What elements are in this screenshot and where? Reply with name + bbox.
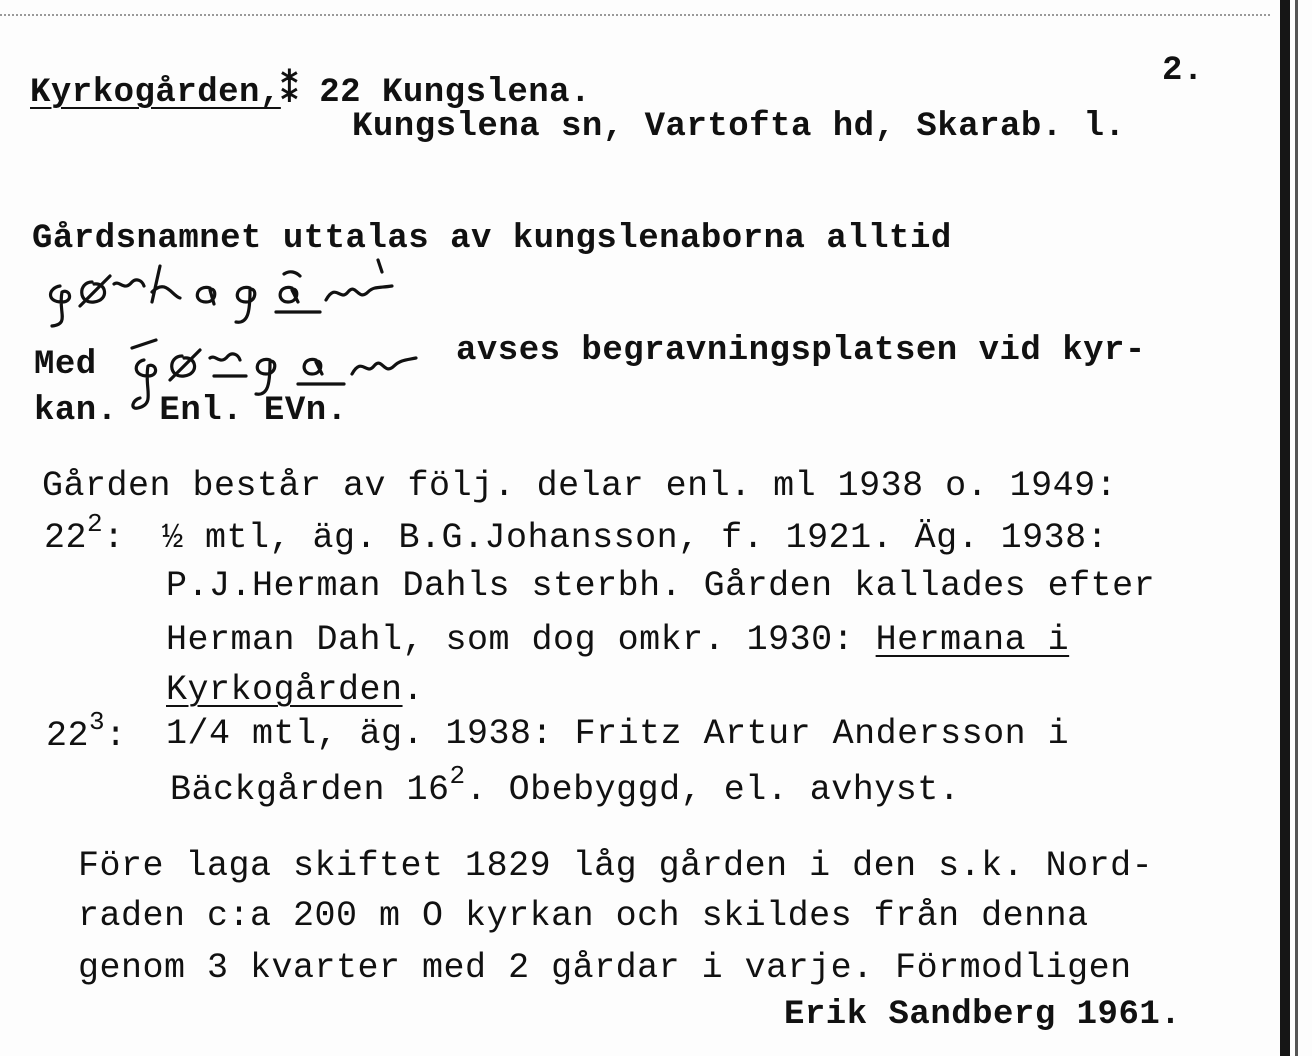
entry1-number: $22^2$: [44, 509, 125, 558]
signature: Erik Sandberg 1961. [784, 996, 1182, 1034]
entry1-line1: ½ mtl, äg. B.G.Johansson, f. 1921. Äg. 1938: [162, 518, 1109, 558]
entry2-line2: Bäckgården $16^2$. Obebyggd, el. avhyst. [170, 761, 961, 810]
entry2-line1: 1/4 mtl, äg. 1938: Fritz Artur Andersson i [166, 714, 1070, 754]
history-line2: raden c:a 200 m O kyrkan och skildes från denna [78, 896, 1089, 936]
history-line1: Före laga skiftet 1829 låg gården i den s.k. Nord- [78, 846, 1154, 886]
card-right-shadow [1295, 0, 1298, 1056]
header-rest: ⁑ 22 Kungslena. [280, 74, 591, 112]
med-rest-line: avses begravningsplatsen vid kyr- [456, 332, 1146, 370]
card-number: 2. [1162, 52, 1204, 90]
card-header [30, 70, 591, 112]
card-right-edge [1280, 0, 1290, 1056]
handwriting-phonetic-2 [130, 330, 430, 400]
card-top-edge [0, 14, 1270, 18]
entry1-line3: Herman Dahl, som dog omkr. 1930: Hermana i [166, 620, 1070, 660]
header-name: Kyrkogården, [30, 74, 281, 112]
nickname-underlined-2: Kyrkogården [166, 670, 403, 710]
parts-intro: Gården består av följ. delar enl. ml 1938 o. 1949: [42, 466, 1118, 506]
med-prefix: Med [34, 346, 97, 384]
location-line: Kungslena sn, Vartofta hd, Skarab. l. [352, 108, 1126, 146]
source-line: kan. Enl. EVn. [34, 392, 348, 430]
entry1-line4: Kyrkogården. [166, 670, 425, 710]
entry2-number: $22^3$: [46, 707, 127, 756]
history-line3: genom 3 kvarter med 2 gårdar i varje. Förmodligen [78, 948, 1132, 988]
pronunciation-line: Gårdsnamnet uttalas av kungslenaborna alltid [32, 220, 952, 258]
entry1-line2: P.J.Herman Dahls sterbh. Gården kallades efter [166, 566, 1156, 606]
nickname-underlined: Hermana i [875, 620, 1070, 660]
handwriting-phonetic-1 [40, 262, 460, 322]
